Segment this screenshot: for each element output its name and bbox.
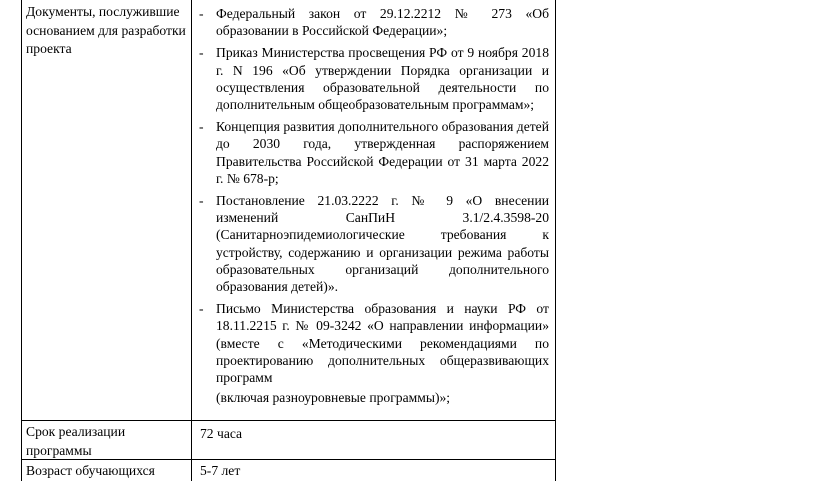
table-border-left [21,0,22,481]
list-item [197,5,549,39]
documents-list-cell [197,5,549,406]
dash-bullet: - [199,119,204,135]
dash-bullet: - [199,45,204,61]
list-item [197,44,549,113]
document-text: Письмо Министерства образования и науки РФ от 18.11.2215 г. № 09-3242 «О направлении информации» (вместе с «Методическими рекомендациями по проектированию дополнительных общеразвивающих программ [216,301,549,386]
row-divider-1 [21,420,556,421]
dash-bullet: - [199,6,204,21]
duration-value: 72 часа [200,426,243,441]
document-text: Постановление 21.03.2222 г. № 9 «О внесении изменений СанПиН 3.1/2.4.3598-20 (Санитарноэпидемиологические требования к устройству, содержанию и организации режима работы образовательных организаций дополнительного образования детей)». [216,193,549,295]
dash-bullet: - [199,301,204,317]
list-item [197,300,549,386]
documents-label: Документы, послужившие основанием для разработки проекта [26,4,186,56]
list-item [197,118,549,187]
dash-bullet: - [199,193,204,209]
document-text: Концепция развития дополнительного образования детей до 2030 года, утвержденная распоряжением Правительства Российской Федерации от 31 марта 2022 г. № 678-р; [216,119,549,186]
table-border-right [555,0,556,481]
document-text: Приказ Министерства просвещения РФ от 9 ноября 2018 г. N 196 «Об утверждении Порядка организации и осуществления образовательной деятельности по дополнительным общеобразовательным программам»; [216,45,549,113]
duration-label: Срок реализации программы [26,424,126,458]
age-value: 5-7 лет [200,463,241,478]
document-text-continuation: (включая разноуровневые программы)»; [216,390,451,406]
list-item [197,192,549,295]
table-column-divider [191,0,192,481]
age-label: Возраст обучающихся [26,463,155,478]
document-text: Федеральный закон от 29.12.2212 № 273 «Об образовании в Российской Федерации»; [216,6,549,39]
documents-list [197,5,549,386]
